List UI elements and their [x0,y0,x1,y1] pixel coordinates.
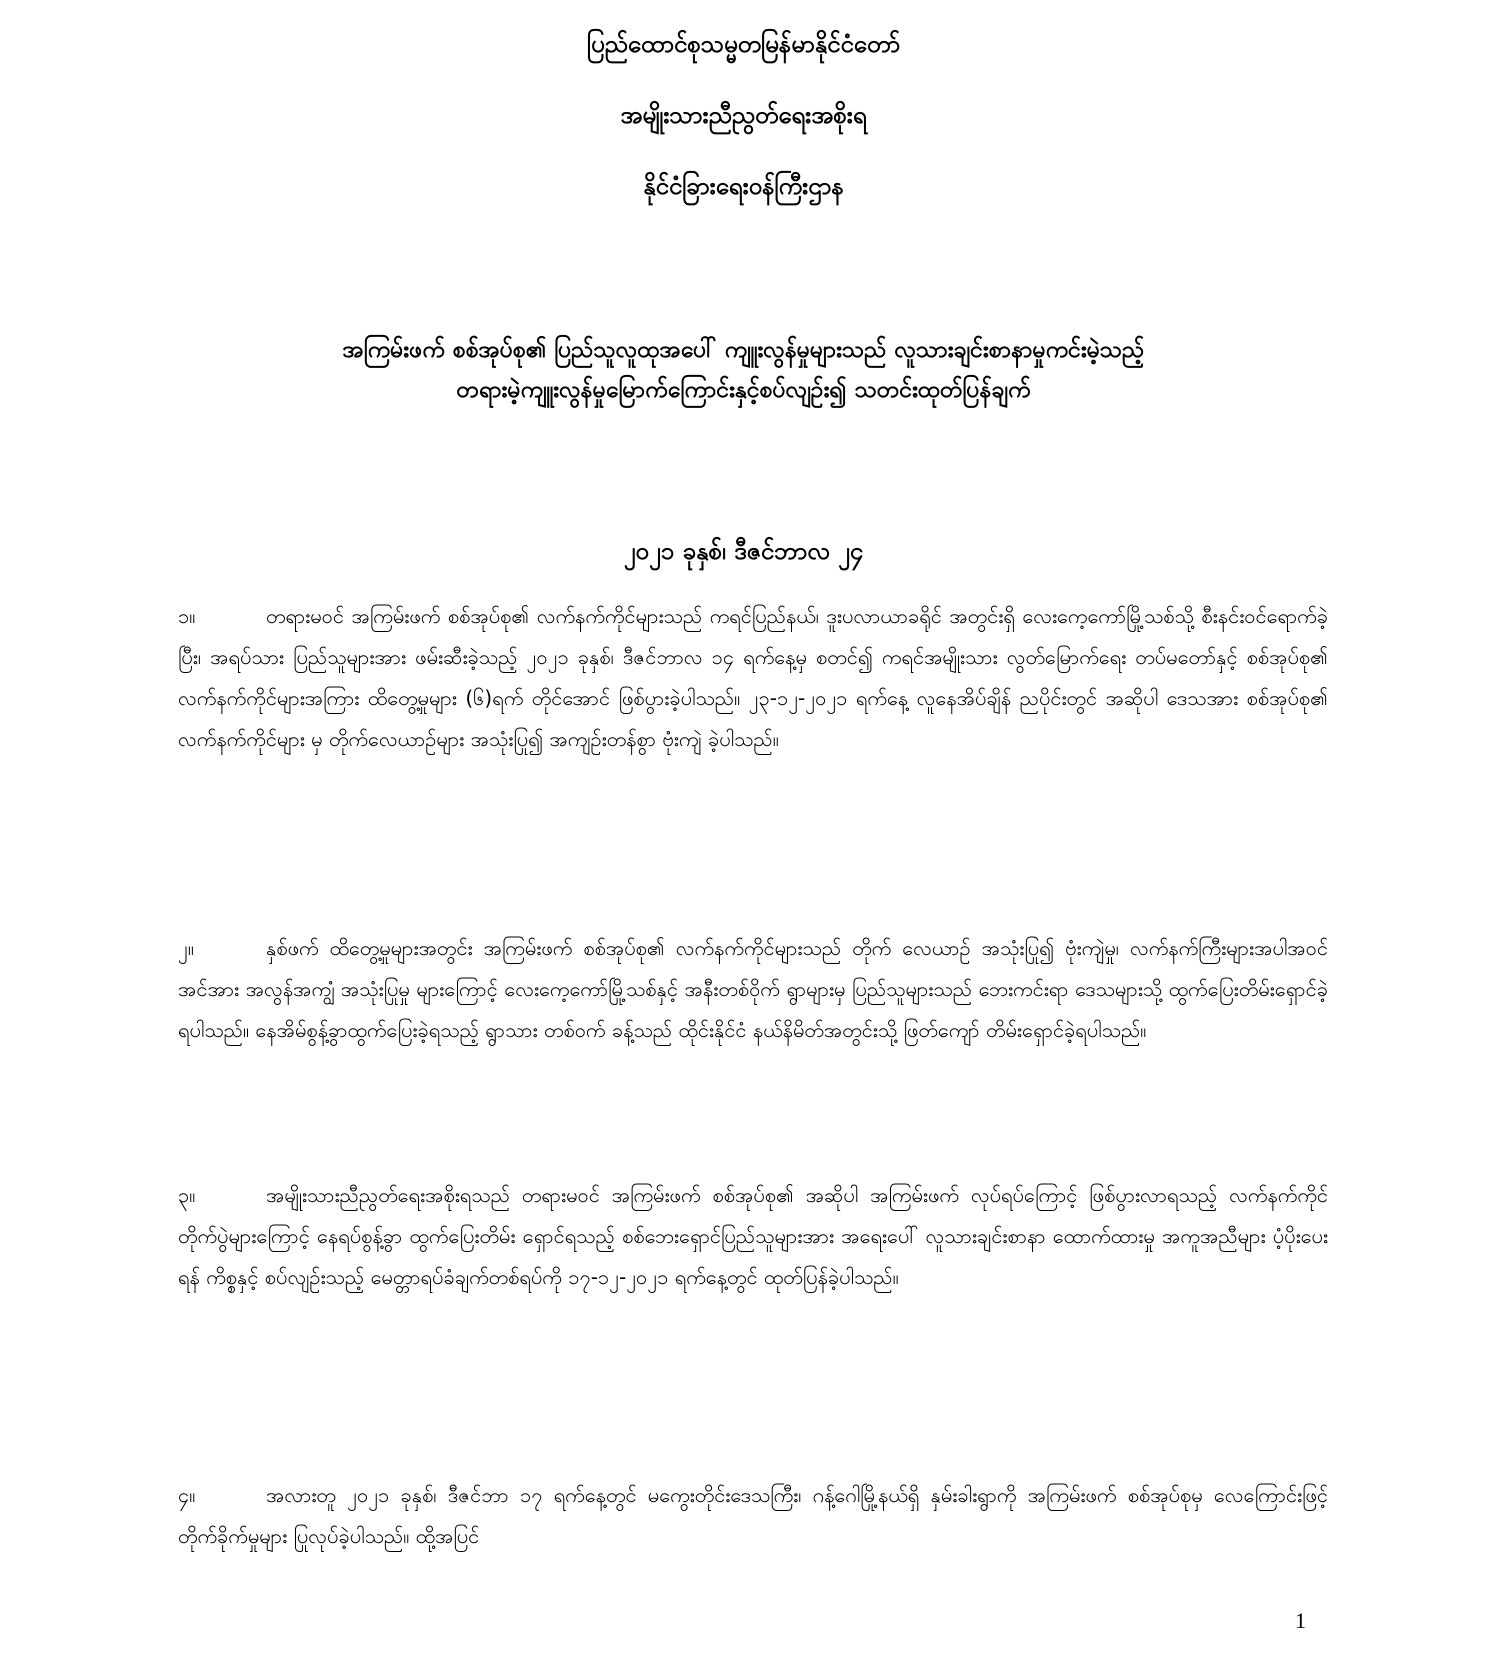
paragraph-text: အမျိုးသားညီညွတ်ရေးအစိုးရသည် တရားမဝင် အကြမ်းဖက် စစ်အုပ်စု၏ အဆိုပါ အကြမ်းဖက် လုပ်ရပ်ကြောင့် ဖြစ်ပွားလာရသည့် လက်နက်ကိုင်တိုက်ပွဲများကြောင့် နေရပ်စွန့်ခွာ ထွက်ပြေးတိမ်း ရှောင်ရသည့် စစ်ဘေးရှောင်ပြည်သူများအား အရေးပေါ် လူသားချင်းစာနာ ထောက်ထားမှု အကူအညီများ ပံ့ပိုးပေးရန် ကိစ္စနှင့် စပ်လျဉ်းသည့် မေတ္တာရပ်ခံချက်တစ်ရပ်ကို ၁၇-၁၂-၂၀၂၁ ရက်နေ့တွင် ထုတ်ပြန်ခဲ့ပါသည်။ [178,1183,1328,1289]
paragraph-number: ၄။ [178,1483,196,1507]
statement-title-line-1: အကြမ်းဖက် စစ်အုပ်စု၏ ပြည်သူလူထုအပေါ် ကျူးလွန်မှုများသည် လူသားချင်းစာနာမှုကင်းမဲ့သည့် [342,337,1145,363]
paragraph-number: ၂။ [178,936,194,960]
paragraph-number: ၁။ [178,604,196,628]
paragraph-4 [178,1475,1328,1557]
statement-title-line-2: တရားမဲ့ကျူးလွန်မှုမြောက်ကြောင်းနှင့်စပ်လျဉ်း၍ သတင်းထုတ်ပြန်ချက် [456,377,1031,403]
paragraph-text: အလားတူ ၂၀၂၁ ခုနှစ်၊ ဒီဇင်ဘာ ၁၇ ရက်နေ့တွင် မကွေးတိုင်းဒေသကြီး၊ ဂန့်ဂေါမြို့နယ်ရှိ နှမ်းခါးရွာကို အကြမ်းဖက် စစ်အုပ်စုမှ လေကြောင်းဖြင့် တိုက်ခိုက်မှုများ ပြုလုပ်ခဲ့ပါသည်။ ထို့အပြင် [178,1483,1328,1548]
paragraph-text: နှစ်ဖက် ထိတွေ့မှုများအတွင်း အကြမ်းဖက် စစ်အုပ်စု၏ လက်နက်ကိုင်များသည် တိုက် လေယာဉ် အသုံးပြု၍ ဗုံးကျဲမှု၊ လက်နက်ကြီးများအပါအဝင် အင်အား အလွန်အကျွံ အသုံးပြုမှု များကြောင့် လေးကေ့ကော်မြို့သစ်နှင့် အနီးတစ်ဝိုက် ရွာများမှ ပြည်သူများသည် ဘေးကင်းရာ ဒေသများသို့ ထွက်ပြေးတိမ်းရှောင်ခဲ့ရပါသည်။ နေအိမ်စွန့်ခွာထွက်ပြေးခဲ့ရသည့် ရွာသား တစ်ဝက် ခန့်သည် ထိုင်းနိုင်ငံ နယ်နိမိတ်အတွင်းသို့ ဖြတ်ကျော် တိမ်းရှောင်ခဲ့ရပါသည်။ [178,936,1328,1042]
paragraph-2 [178,928,1328,1051]
page-number: 1 [1295,1608,1306,1633]
paragraph-3 [178,1175,1328,1298]
paragraph-text: တရားမဝင် အကြမ်းဖက် စစ်အုပ်စု၏ လက်နက်ကိုင်များသည် ကရင်ပြည်နယ်၊ ဒူးပလာယာခရိုင် အတွင်းရှိ လေးကေ့ကော်မြို့သစ်သို့ စီးနင်းဝင်ရောက်ခဲ့ပြီး၊ အရပ်သား ပြည်သူများအား ဖမ်းဆီးခဲ့သည့် ၂၀၂၁ ခုနှစ်၊ ဒီဇင်ဘာလ ၁၄ ရက်နေ့မှ စတင်၍ ကရင်အမျိုးသား လွတ်မြောက်ရေး တပ်မတော်နှင့် စစ်အုပ်စု၏ လက်နက်ကိုင်များအကြား ထိတွေ့မှုများ (၆)ရက် တိုင်အောင် ဖြစ်ပွားခဲ့ပါသည်။ ၂၃-၁၂-၂၀၂၁ ရက်နေ့ လူနေအိပ်ချိန် ညပိုင်းတွင် အဆိုပါ ဒေသအား စစ်အုပ်စု၏ လက်နက်ကိုင်များ မှ တိုက်လေယာဉ်များ အသုံးပြု၍ အကျဉ်းတန်စွာ ဗုံးကျဲ ခဲ့ပါသည်။ [178,604,1328,751]
statement-date: ၂၀၂၁ ခုနှစ်၊ ဒီဇင်ဘာလ ၂၄ [623,537,864,565]
header-ministry: နိုင်ငံခြားရေးဝန်ကြီးဌာန [643,172,844,200]
header-country: ပြည်ထောင်စုသမ္မတမြန်မာနိုင်ငံတော် [586,30,901,58]
paragraph-1 [178,596,1328,760]
statement-title [150,330,1337,410]
paragraph-number: ၃။ [178,1183,196,1207]
header-government: အမျိုးသားညီညွတ်ရေးအစိုးရ [620,101,867,129]
